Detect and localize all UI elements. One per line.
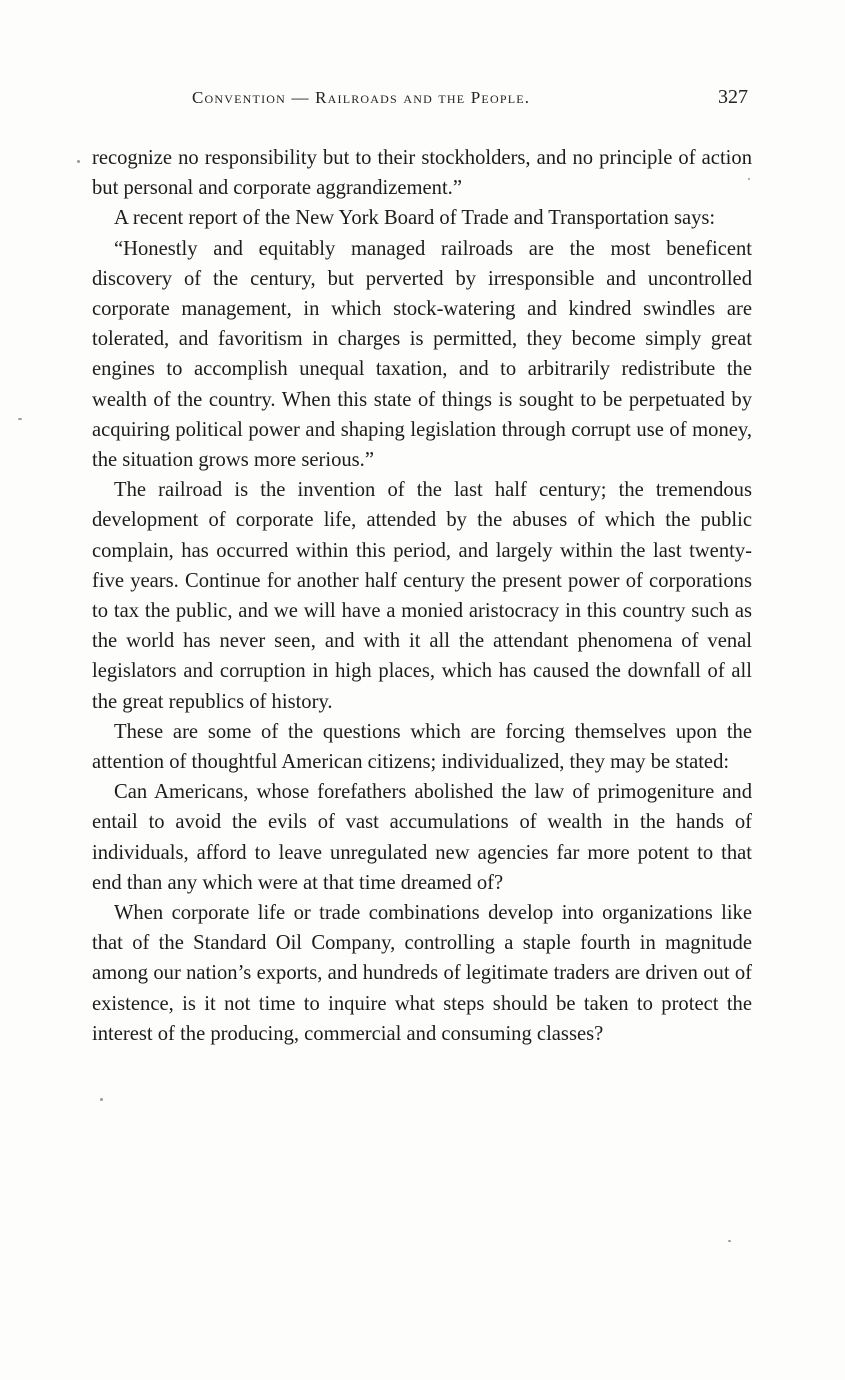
running-head xyxy=(92,88,752,118)
running-head-title: Convention — Railroads and the People. xyxy=(192,88,531,107)
paragraph-continuation: recognize no responsibility but to their stockholders, and no principle of action but personal and corporate aggrandizement.” xyxy=(92,147,752,200)
paragraph-questions-intro: These are some of the questions which are forcing themselves upon the attention of thoughtful American citizens; individualized, they may be stated: xyxy=(92,720,752,774)
paragraph-report-intro: A recent report of the New York Board of Trade and Transportation says: xyxy=(114,207,716,230)
paragraph-question-standard-oil: When corporate life or trade combinations develop into organizations like that of the Standard Oil Company, controlling a staple fourth in magnitude among our nation’s exports, and hundreds of legitimate traders are driven out of existence, is it not time to inquire what steps should be taken to protect the interest of the producing, commercial and consuming classes? xyxy=(92,902,752,1045)
scan-speck xyxy=(77,160,80,163)
page-number: 327 xyxy=(718,86,748,108)
scan-speck xyxy=(100,1098,103,1101)
paragraph-quotation: “Honestly and equitably managed railroads are the most beneficent discovery of the century, but perverted by irresponsible and uncontrolled corporate management, in which stock-watering and kindred swindles are tolerated, and favoritism in charges is permitted, they become simply great engines to accomplish unequal taxation, and to arbitrarily redistribute the wealth of the country. When this state of things is sought to be perpetuated by acquiring political power and shaping legislation through corrupt use of money, the situation grows more serious.” xyxy=(92,237,752,472)
scan-speck xyxy=(728,1240,731,1242)
scan-speck xyxy=(748,178,750,180)
scan-speck xyxy=(18,418,22,420)
paragraph-question-primogeniture: Can Americans, whose forefathers abolished the law of primogeniture and entail to avoid the evils of vast accumulations of wealth in the hands of individuals, afford to leave unregulated new agencies far more potent to that end than any which were at that time dreamed of? xyxy=(92,781,752,894)
body-text xyxy=(92,143,752,1049)
paragraph-railroad-invention: The railroad is the invention of the last half century; the tremendous development of corporate life, attended by the abuses of which the public complain, has occurred within this period, and largely within the last twenty-five years. Continue for another half century the present power of corporations to tax the public, and we will have a monied aristocracy in this country such as the world has never seen, and with it all the attendant phenomena of venal legislators and corruption in high places, which has caused the downfall of all the great republics of history. xyxy=(92,479,752,713)
